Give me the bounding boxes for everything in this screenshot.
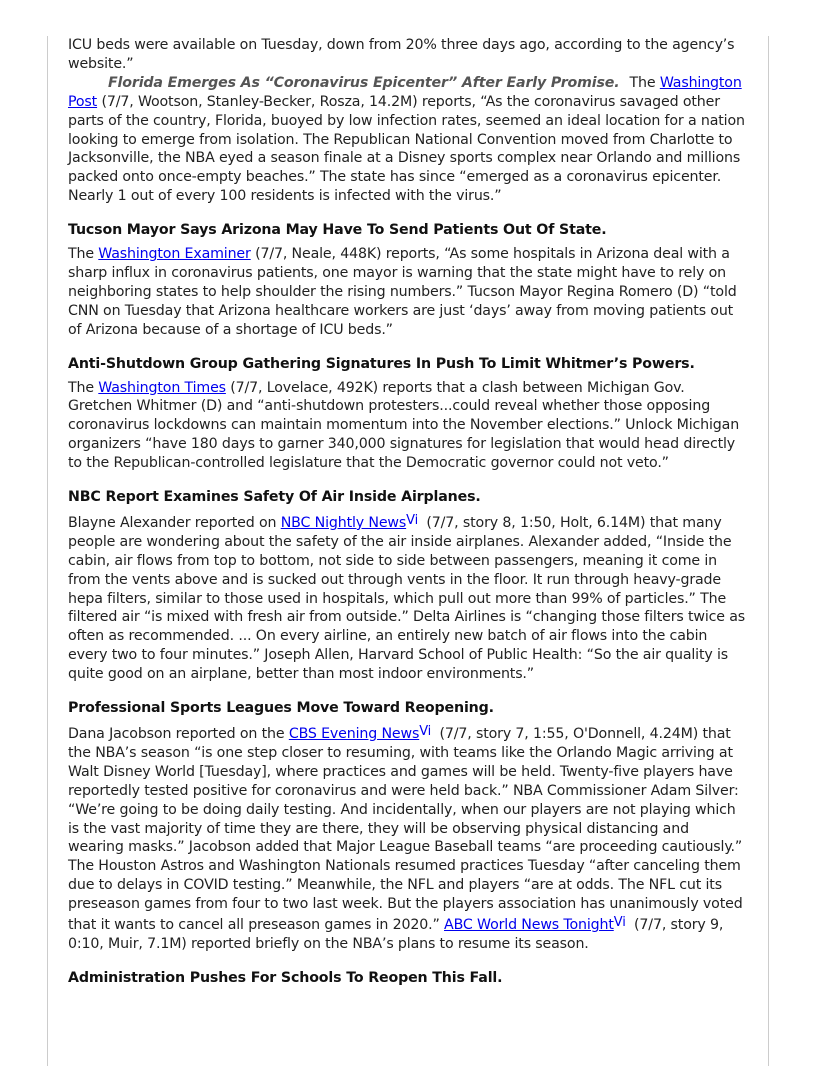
- article-paragraph: [68, 512, 748, 684]
- text: Dana Jacobson reported on the: [68, 726, 289, 742]
- article-heading: NBC Report Examines Safety Of Air Inside Airplanes.: [68, 489, 481, 506]
- video-icon[interactable]: Vi: [419, 724, 432, 739]
- washington-times-link[interactable]: Washington Times: [98, 379, 226, 396]
- text: The: [68, 379, 99, 396]
- washington-examiner-link[interactable]: Washington Examiner: [98, 246, 251, 263]
- article-heading: Professional Sports Leagues Move Toward Reopening.: [68, 700, 494, 717]
- text: The: [68, 246, 99, 263]
- video-icon[interactable]: Vi: [613, 915, 626, 931]
- article-heading: Administration Pushes For Schools To Reopen This Fall.: [68, 969, 503, 986]
- text: (7/7, Wootson, Stanley-Becker, Rosza, 14.2M) reports, “As the coronavirus savaged other parts of the country, Florida, buoyed by low infection rates, seemed an ideal location for a nation looking to emerge from isolation. The Republican National Convention moved from Charlotte to Jacksonville, the NBA eyed a season finale at a Disney sports complex near Orlando and millions packed onto once-empty beaches.” The state has since “emerged as a coronavirus epicenter. Nearly 1 out of every 100 residents is infected with the virus.”: [68, 93, 745, 205]
- abc-world-news-link[interactable]: ABC World News Tonight: [444, 917, 614, 934]
- washington-post-link[interactable]: Washington Post: [68, 74, 742, 110]
- nbc-nightly-news-link[interactable]: NBC Nightly News: [280, 514, 407, 531]
- text: The: [629, 74, 660, 91]
- text: (7/7, Neale, 448K) reports, “As some hospitals in Arizona deal with a sharp influx in coronavirus patients, one mayor is warning that the state might have to rely on neighboring states to help shoulder the rising numbers.” Tucson Mayor Regina Romero (D) “told CNN on Tuesday that Arizona healthcare workers are just ‘days’ away from moving patients out of Arizona because of a shortage of ICU beds.”: [68, 246, 737, 338]
- cbs-evening-news-link[interactable]: CBS Evening News: [288, 726, 420, 742]
- document-body: [68, 36, 748, 993]
- article-paragraph: [68, 723, 748, 954]
- intro-paragraph: ICU beds were available on Tuesday, down from 20% three days ago, according to the agency’s website.”: [68, 37, 735, 72]
- text: (7/7, Lovelace, 492K) reports that a clash between Michigan Gov. Gretchen Whitmer (D) and “anti-shutdown protesters...could reveal whether those opposing coronavirus lockdowns can maintain momentum into the November elections.” Unlock Michigan organizers “have 180 days to garner 340,000 signatures for legislation that would head directly to the Republican-controlled legislature that the Democratic governor could not veto.”: [68, 379, 740, 472]
- article-heading: Tucson Mayor Says Arizona May Have To Send Patients Out Of State.: [68, 222, 607, 239]
- text: (7/7, story 9, 0:10, Muir, 7.1M) reported briefly on the NBA’s plans to resume its season.: [68, 917, 724, 952]
- text: Blayne Alexander reported on: [68, 514, 281, 531]
- florida-heading: Florida Emerges As “Coronavirus Epicenter” After Early Promise.: [108, 74, 620, 91]
- video-icon[interactable]: Vi: [406, 512, 419, 528]
- article-paragraph: [68, 245, 748, 340]
- text: (7/7, story 8, 1:50, Holt, 6.14M) that many people are wondering about the safety of the air inside airplanes. Alexander added, “Inside the cabin, air flows from top to bottom, not side to side between passengers, meaning it come in from the vents above and is sucked out through vents in the floor. It run through heavy-grade hepa filters, similar to those used in hospitals, which pull out more than 99% of particles.” The filtered air “is mixed with fresh air from outside.” Delta Airlines is “changing those filters twice as often as recommended. ... On every airline, an entirely new batch of air flows into the cabin every two to four minutes.” Joseph Allen, Harvard School of Public Health: “So the air quality is quite good on an airplane, better than most indoor environments.”: [68, 514, 746, 683]
- text: (7/7, story 7, 1:55, O'Donnell, 4.24M) that the NBA’s season “is one step closer to resuming, with teams like the Orlando Magic arriving at Walt Disney World [Tuesday], where practices and games will be held. Twenty-five players have reportedly tested positive for coronavirus and were held back.” NBA Commissioner Adam Silver: “We’re going to be doing daily testing. And incidentally, when our players are not playing which is the vast majority of time they are there, they will be observing physical distancing and wearing masks.” Jacobson added that Major League Baseball teams “are proceeding cautiously.” The Houston Astros and Washington Nationals resumed practices Tuesday “after canceling them due to delays in COVID testing.” Meanwhile, the NFL and players “are at odds. The NFL cut its preseason games from four to two last week. But the players association has unanimously voted that it wants to cancel all preseason games in 2020.”: [68, 726, 743, 934]
- article-heading: Anti-Shutdown Group Gathering Signatures In Push To Limit Whitmer’s Powers.: [68, 355, 695, 372]
- article-paragraph: [68, 379, 748, 474]
- florida-paragraph: [68, 74, 748, 206]
